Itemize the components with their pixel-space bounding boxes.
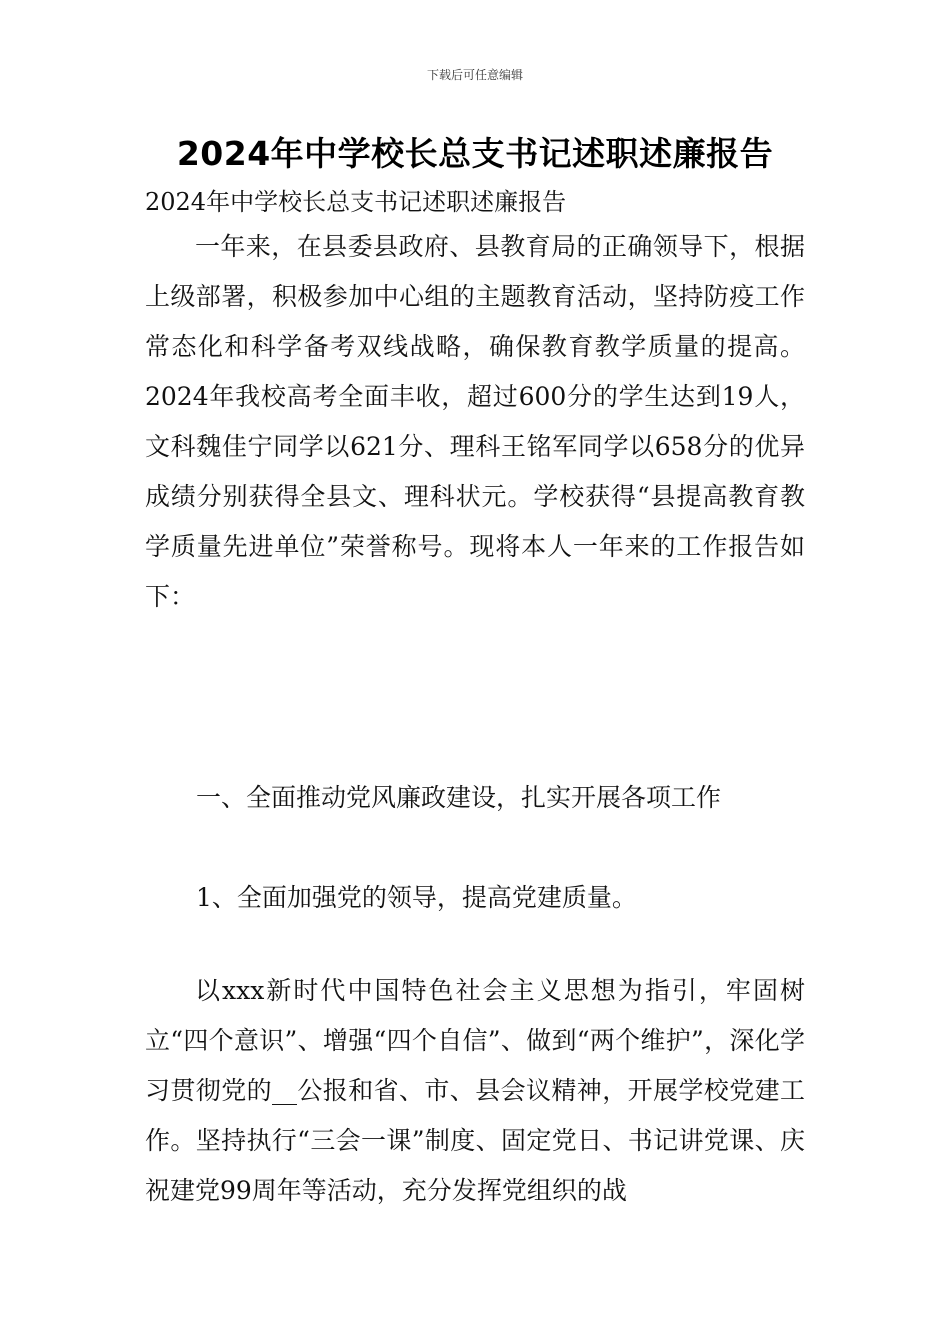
body-paragraph: 以xxx新时代中国特色社会主义思想为指引，牢固树立“四个意识”、增强“四个自信”、做到“两个维护”，深化学习贯彻党的__公报和省、市、县会议精神，开展学校党建工作。坚持执行“三会一课”制度、固定党日、书记讲党课、庆祝建党99周年等活动，充分发挥党组织的战: [145, 976, 805, 1205]
document-title: 2024年中学校长总支书记述职述廉报告: [176, 134, 774, 173]
intro-paragraph: 一年来，在县委县政府、县教育局的正确领导下，根据上级部署，积极参加中心组的主题教育活动，坚持防疫工作常态化和科学备考双线战略，确保教育教学质量的提高。2024年我校高考全面丰收，超过600分的学生达到19人，文科魏佳宁同学以621分、理科王铭军同学以658分的优异成绩分别获得全县文、理科状元。学校获得“县提高教育教学质量先进单位”荣誉称号。现将本人一年来的工作报告如下：: [145, 232, 805, 611]
subsection-heading: 1、全面加强党的领导，提高党建质量。: [196, 883, 637, 912]
document-subtitle: 2024年中学校长总支书记述职述廉报告: [145, 188, 567, 216]
header-note: 下载后可任意编辑: [426, 68, 523, 82]
section-heading: 一、全面推动党风廉政建设，扎实开展各项工作: [196, 783, 722, 812]
